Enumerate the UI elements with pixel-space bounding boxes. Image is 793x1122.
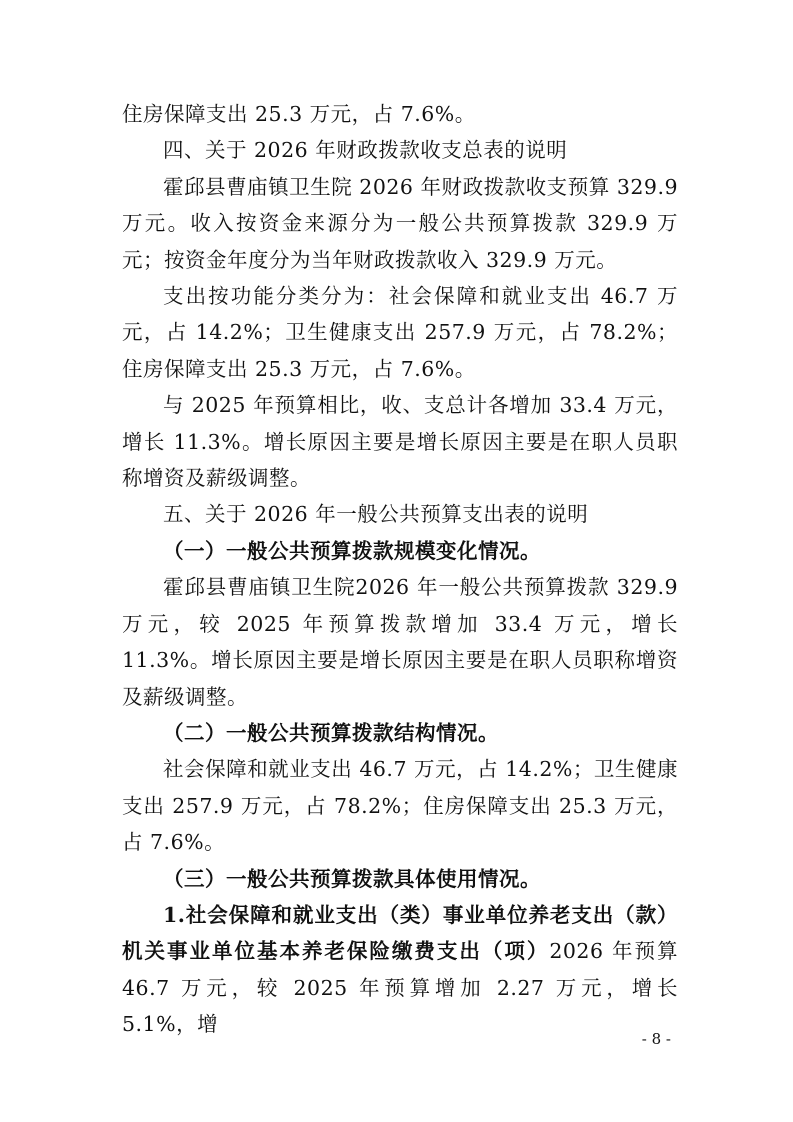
section-4-paragraph-3: 与 2025 年预算相比，收、支总计各增加 33.4 万元，增长 11.3%。增长原因主要是增长原因主要是在职人员职称增资及薪级调整。 bbox=[122, 393, 678, 491]
item-1-bold-title: 1.社会保障和就业支出（类）事业单位养老支出（款）机关事业单位基本养老保险缴费支出（项） bbox=[122, 902, 678, 964]
page-content bbox=[122, 96, 678, 1043]
paragraph-continuation: 住房保障支出 25.3 万元，占 7.6%。 bbox=[122, 102, 476, 126]
item-1-paragraph bbox=[122, 897, 678, 1043]
subsection-1-heading: （一）一般公共预算拨款规模变化情况。 bbox=[163, 538, 541, 563]
subsection-2-text: 社会保障和就业支出 46.7 万元，占 14.2%；卫生健康支出 257.9 万元，占 78.2%；住房保障支出 25.3 万元，占 7.6%。 bbox=[122, 757, 678, 855]
page-number: - 8 - bbox=[641, 1030, 671, 1048]
section-4-paragraph-1: 霍邱县曹庙镇卫生院 2026 年财政拨款收支预算 329.9 万元。收入按资金来源分为一般公共预算拨款 329.9 万元；按资金年度分为当年财政拨款收入 329.9 万元。 bbox=[122, 174, 678, 272]
section-4-paragraph-2: 支出按功能分类分为：社会保障和就业支出 46.7 万元，占 14.2%；卫生健康支出 257.9 万元，占 78.2%；住房保障支出 25.3 万元，占 7.6%。 bbox=[122, 284, 678, 381]
section-5-heading: 五、关于 2026 年一般公共预算支出表的说明 bbox=[163, 502, 589, 527]
section-4-heading: 四、关于 2026 年财政拨款收支总表的说明 bbox=[163, 138, 568, 163]
subsection-2-heading: （二）一般公共预算拨款结构情况。 bbox=[163, 720, 499, 745]
subsection-3-heading: （三）一般公共预算拨款具体使用情况。 bbox=[163, 866, 541, 891]
item-1-text: 2026 年预算 46.7 万元，较 2025 年预算增加 2.27 万元，增长 5.1%，增 bbox=[122, 939, 679, 1037]
subsection-1-text: 霍邱县曹庙镇卫生院2026 年一般公共预算拨款 329.9 万元，较 2025 年预算拨款增加 33.4 万元，增长 11.3%。增长原因主要是增长原因主要是在职人员职称增资及薪级调整。 bbox=[122, 575, 678, 709]
